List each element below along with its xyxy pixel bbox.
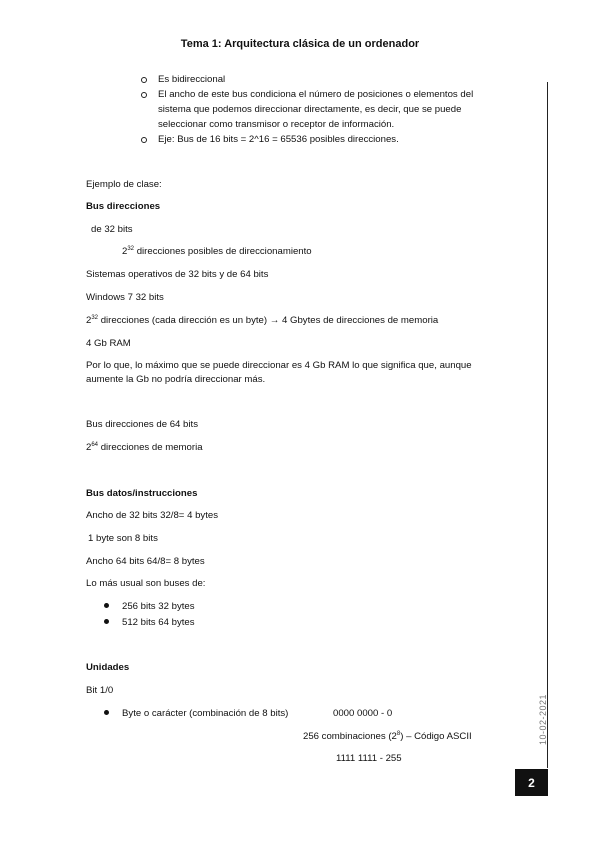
text-line: Windows 7 32 bits <box>86 292 164 303</box>
text-line: Ejemplo de clase: <box>86 179 162 190</box>
text-line: Sistemas operativos de 32 bits y de 64 bits <box>86 269 269 280</box>
circle-bullet-icon <box>141 77 147 83</box>
text-line: Ancho 64 bits 64/8= 8 bytes <box>86 556 205 567</box>
circle-bullet-icon <box>141 92 147 98</box>
text-line: Ancho de 32 bits 32/8= 4 bytes <box>86 510 219 521</box>
page-number: 2 <box>515 769 548 796</box>
text-line: 0000 0000 - 0 <box>333 708 393 719</box>
footer-date: 10-02-2021 <box>538 693 548 745</box>
circle-bullet-icon <box>141 137 147 143</box>
exponent: 8 <box>396 731 401 737</box>
bullet-icon <box>104 603 109 608</box>
text-fragment: direcciones de memoria <box>100 442 203 453</box>
text-line <box>303 731 472 742</box>
section-heading: Bus datos/instrucciones <box>86 488 198 499</box>
text-line: 4 Gb RAM <box>86 338 131 349</box>
section-heading: Bus direcciones <box>86 201 161 212</box>
exponent: 32 <box>127 246 135 252</box>
text-line: Bit 1/0 <box>86 685 114 696</box>
text-line: 1111 1111 - 255 <box>336 753 402 764</box>
list-item: El ancho de este bus condiciona el número de posiciones o elementos del <box>158 89 474 100</box>
list-item: Es bidireccional <box>158 74 226 85</box>
list-item: 256 bits 32 bytes <box>122 601 195 612</box>
bullet-icon <box>104 710 109 715</box>
text-line: $2^{32}$ direcciones posibles de direccionamiento <box>122 246 312 257</box>
list-item-continuation: sistema que podemos direccionar directamente, es decir, que se puede <box>158 104 462 115</box>
margin-rule <box>547 82 548 768</box>
list-item: 512 bits 64 bytes <box>122 617 195 628</box>
text-line: $2^{32}$ direcciones (cada dirección es un byte) → 4 Gbytes de direcciones de memoria <box>86 315 439 326</box>
text-line: Bus direcciones de 64 bits <box>86 419 198 430</box>
page-title: Tema 1: Arquitectura clásica de un ordenador <box>180 38 420 50</box>
text-line: 1 byte son 8 bits <box>88 533 158 544</box>
text-line: Lo más usual son buses de: <box>86 578 206 589</box>
bullet-icon <box>104 619 109 624</box>
exponent: 32 <box>91 315 99 321</box>
list-item: Eje: Bus de 16 bits = 2^16 = 65536 posibles direcciones. <box>158 134 399 145</box>
section-heading: Unidades <box>86 662 130 673</box>
text-line: Por lo que, lo máximo que se puede direccionar es 4 Gb RAM lo que significa que, aunque <box>86 360 472 371</box>
text-line: aumente la Gb no podría direccionar más. <box>86 374 266 385</box>
list-item-continuation: seleccionar como transmisor o receptor de información. <box>158 119 395 130</box>
text-fragment: direcciones posibles de direccionamiento <box>136 246 312 257</box>
list-item: Byte o carácter (combinación de 8 bits) <box>122 708 289 719</box>
exponent: 64 <box>91 442 99 448</box>
text-line: de 32 bits <box>91 224 133 235</box>
text-line: $2^{64}$ direcciones de memoria <box>86 442 203 453</box>
text-fragment: direcciones (cada dirección es un byte) → 4 Gbytes de direcciones de memoria <box>100 315 439 326</box>
text-fragment: ) – Código ASCII <box>400 731 472 742</box>
text-fragment: 256 combinaciones (2 <box>303 731 397 742</box>
